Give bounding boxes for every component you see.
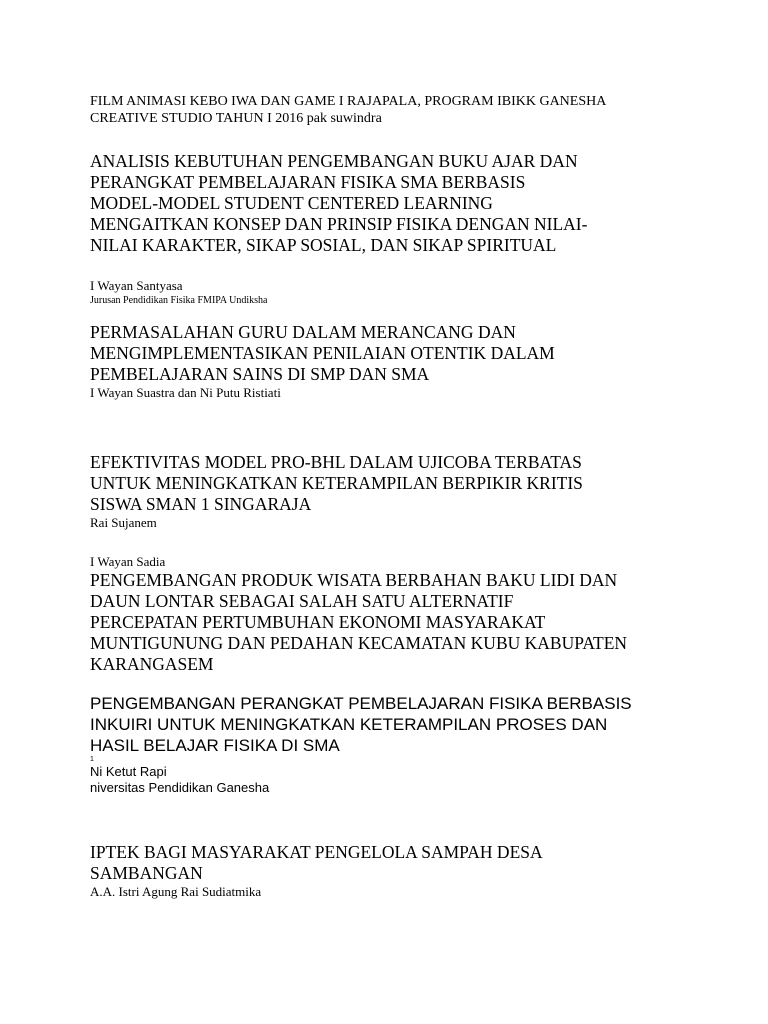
title-line: PEMBELAJARAN SAINS DI SMP DAN SMA [90,364,430,384]
paper-author: Ni Ketut Rapi [90,764,167,779]
title-line: NILAI KARAKTER, SIKAP SOSIAL, DAN SIKAP SPIRITUAL [90,235,557,255]
header-line: CREATIVE STUDIO TAHUN I 2016 pak suwindra [90,111,382,126]
header-line: FILM ANIMASI KEBO IWA DAN GAME I RAJAPALA, PROGRAM IBIKK GANESHA [90,94,607,109]
title-line: MENGIMPLEMENTASIKAN PENILAIAN OTENTIK DALAM [90,343,555,363]
paper-title [90,842,730,884]
document-header [90,93,730,127]
title-line: PERCEPATAN PERTUMBUHAN EKONOMI MASYARAKAT [90,612,546,632]
title-line: EFEKTIVITAS MODEL PRO-BHL DALAM UJICOBA TERBATAS [90,452,582,472]
title-line: MODEL-MODEL STUDENT CENTERED LEARNING [90,193,493,213]
paper-author: I Wayan Sadia [90,554,166,569]
paper-title [90,693,730,756]
paper-author: I Wayan Santyasa [90,278,183,293]
paper-author: I Wayan Suastra dan Ni Putu Ristiati [90,385,281,400]
title-line: INKUIRI UNTUK MENINGKATKAN KETERAMPILAN PROSES DAN [90,715,608,734]
paper-entry [90,151,730,307]
title-line: KARANGASEM [90,654,214,674]
paper-title [90,452,730,515]
title-line: ANALISIS KEBUTUHAN PENGEMBANGAN BUKU AJAR DAN [90,151,578,171]
paper-title [90,151,730,256]
title-line: IPTEK BAGI MASYARAKAT PENGELOLA SAMPAH DESA [90,842,543,862]
paper-entry [90,452,730,531]
paper-affiliation: Jurusan Pendidikan Fisika FMIPA Undiksha [90,295,268,306]
paper-affiliation: niversitas Pendidikan Ganesha [90,780,270,795]
paper-title [90,570,730,675]
title-line: UNTUK MENINGKATKAN KETERAMPILAN BERPIKIR KRITIS [90,473,583,493]
title-line: DAUN LONTAR SEBAGAI SALAH SATU ALTERNATIF [90,591,514,611]
title-line: SISWA SMAN 1 SINGARAJA [90,494,312,514]
title-line: HASIL BELAJAR FISIKA DI SMA [90,736,340,755]
paper-entry [90,693,730,796]
title-line: SAMBANGAN [90,863,203,883]
title-line: PENGEMBANGAN PERANGKAT PEMBELAJARAN FISIKA BERBASIS [90,694,632,713]
title-line: PERMASALAHAN GURU DALAM MERANCANG DAN [90,322,516,342]
title-line: MENGAITKAN KONSEP DAN PRINSIP FISIKA DENGAN NILAI- [90,214,588,234]
paper-author: Rai Sujanem [90,515,157,530]
paper-title [90,322,730,385]
paper-entry [90,554,730,675]
paper-entry [90,322,730,401]
paper-entry [90,842,730,900]
superscript-marker: 1 [90,756,94,763]
paper-author: A.A. Istri Agung Rai Sudiatmika [90,884,262,899]
title-line: MUNTIGUNUNG DAN PEDAHAN KECAMATAN KUBU KABUPATEN [90,633,628,653]
document-page [90,93,730,900]
title-line: PENGEMBANGAN PRODUK WISATA BERBAHAN BAKU LIDI DAN [90,570,618,590]
title-line: PERANGKAT PEMBELAJARAN FISIKA SMA BERBASIS [90,172,526,192]
